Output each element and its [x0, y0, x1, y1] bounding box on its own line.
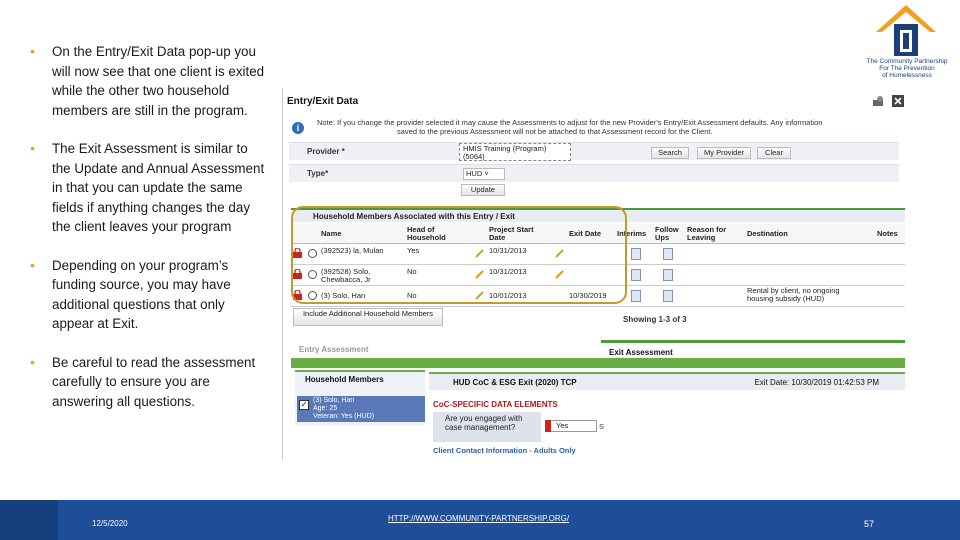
footer-url-link[interactable]: HTTP://WWW.COMMUNITY-PARTNERSHIP.ORG/	[388, 514, 570, 523]
member-name: (3) Solo, Han	[321, 291, 366, 300]
tab-exit-assessment[interactable]: Exit Assessment	[601, 340, 905, 358]
follow-ups-icon[interactable]	[663, 290, 673, 302]
close-icon[interactable]	[892, 94, 904, 106]
member-info	[313, 397, 374, 421]
logo-line: The Community Partnership	[866, 58, 948, 65]
follow-ups-icon[interactable]	[663, 269, 673, 281]
project-start-date: 10/31/2013	[489, 246, 527, 255]
update-button[interactable]: Update	[461, 184, 505, 196]
bullet-dot-icon: •	[30, 43, 35, 59]
page-number: 57	[864, 519, 875, 529]
tab-divider	[291, 358, 905, 368]
household-highlight	[291, 206, 627, 304]
exit-date: 10/30/2019	[569, 291, 607, 300]
member-veteran: Veteran: Yes (HUD)	[313, 413, 375, 420]
project-start-date: 10/01/2013	[489, 291, 527, 300]
select-value: Yes	[556, 421, 569, 430]
head-of-household: Yes	[407, 246, 420, 255]
required-marker	[545, 420, 551, 432]
bullet-dot-icon: •	[30, 256, 35, 273]
info-icon: i	[292, 122, 304, 134]
household-title: Household Members Associated with this Entry / Exit	[313, 212, 515, 221]
popup-title: Entry/Exit Data	[287, 96, 359, 107]
head-of-household: No	[407, 291, 417, 300]
tab-entry-assessment[interactable]: Entry Assessment	[291, 340, 599, 358]
assessment-title: HUD CoC & ESG Exit (2020) TCP	[453, 378, 577, 387]
bullet-item	[30, 139, 266, 237]
interims-icon[interactable]	[631, 269, 641, 281]
household-member-item[interactable]	[297, 396, 425, 422]
bullet-text: The Exit Assessment is similar to the Update and Annual Assessment in that you can update the same fields if anything changes the day the client leaves your program	[52, 141, 265, 234]
member-age: Age: 25	[313, 405, 338, 412]
type-row	[289, 164, 899, 182]
window-controls	[872, 94, 904, 106]
provider-label: Provider *	[307, 147, 345, 156]
member-checkbox[interactable]: ✓	[300, 400, 308, 409]
col-notes: Notes	[877, 229, 898, 238]
destination: Rental by client, no ongoing housing subsidy (HUD)	[747, 286, 840, 303]
follow-ups-icon[interactable]	[663, 248, 673, 260]
bullet-text: Be careful to read the assessment carefully to ensure you are answering all questions.	[52, 354, 256, 409]
provider-value: HMIS Training (Program)	[463, 144, 547, 153]
logo-line: of Homelessness	[882, 72, 932, 79]
logo-line: For The Prevention	[879, 65, 935, 72]
interims-icon[interactable]	[631, 248, 641, 260]
s-label: S	[599, 422, 605, 431]
provider-field[interactable]	[459, 143, 571, 161]
bullet-list	[30, 42, 266, 430]
logo-text	[862, 58, 952, 79]
col-head: Head of Household	[407, 225, 446, 242]
col-name: Name	[321, 229, 342, 238]
provider-change-note	[317, 119, 897, 136]
my-provider-button[interactable]: My Provider	[697, 147, 751, 159]
footer-accent	[0, 500, 58, 540]
tools-icon[interactable]	[872, 94, 884, 106]
showing-count: Showing 1-3 of 3	[623, 315, 687, 324]
type-select[interactable]: HUD ˅	[463, 168, 505, 180]
col-exit: Exit Date	[569, 229, 602, 238]
note-line: saved to the previous Assessment will not be attached to that Assessment record for the Client.	[397, 126, 713, 136]
head-of-household: No	[407, 267, 417, 276]
include-household-button[interactable]: Include Additional Household Members	[293, 308, 443, 326]
col-destination: Destination	[747, 229, 788, 238]
type-label: Type*	[307, 169, 329, 178]
interims-icon[interactable]	[631, 290, 641, 302]
bullet-item	[30, 42, 266, 120]
member-name: (392528) Solo, Chewbacca, Jr	[321, 267, 371, 284]
household-members-title: Household Members	[305, 375, 384, 384]
col-reason: Reason for Leaving	[687, 225, 727, 242]
provider-id: (5064)	[463, 152, 485, 161]
bullet-text: Depending on your program’s funding source, you may have additional questions that only appear at Exit.	[52, 257, 231, 331]
col-follow: Follow Ups	[655, 225, 679, 242]
case-management-select[interactable]	[545, 420, 597, 432]
provider-row	[289, 142, 899, 160]
assessment-header	[429, 372, 905, 390]
bullet-item	[30, 353, 266, 412]
clear-button[interactable]: Clear	[757, 147, 791, 159]
section-heading: CoC-SPECIFIC DATA ELEMENTS	[433, 400, 558, 409]
bullet-dot-icon: •	[30, 353, 35, 370]
col-interims: Interims	[617, 229, 647, 238]
case-management-question: Are you engaged with case management?	[433, 412, 541, 442]
bullet-item	[30, 256, 266, 334]
assessment-tabs	[291, 340, 905, 358]
footer-date: 12/5/2020	[92, 519, 128, 528]
project-start-date: 10/31/2013	[489, 267, 527, 276]
assessment-exit-date: Exit Date: 10/30/2019 01:42:53 PM	[754, 378, 879, 387]
member-name: (392523) la, Mulan	[321, 246, 384, 255]
bullet-dot-icon: •	[30, 140, 35, 156]
contact-section-heading: Client Contact Information - Adults Only	[433, 446, 576, 455]
member-name: (3) Solo, Han	[313, 397, 355, 404]
search-button[interactable]: Search	[651, 147, 689, 159]
note-line: Note: If you change the provider selected it may cause the Assessments to adjust for the new Provider's Entry/Exit Assessment defaults. Any information	[317, 118, 823, 127]
entry-exit-popup	[282, 88, 908, 460]
type-value: HUD	[466, 169, 483, 178]
bullet-text: On the Entry/Exit Data pop-up you will now see that one client is exited while the other two household members are still in the program.	[52, 44, 265, 118]
col-start: Project Start Date	[489, 225, 534, 242]
